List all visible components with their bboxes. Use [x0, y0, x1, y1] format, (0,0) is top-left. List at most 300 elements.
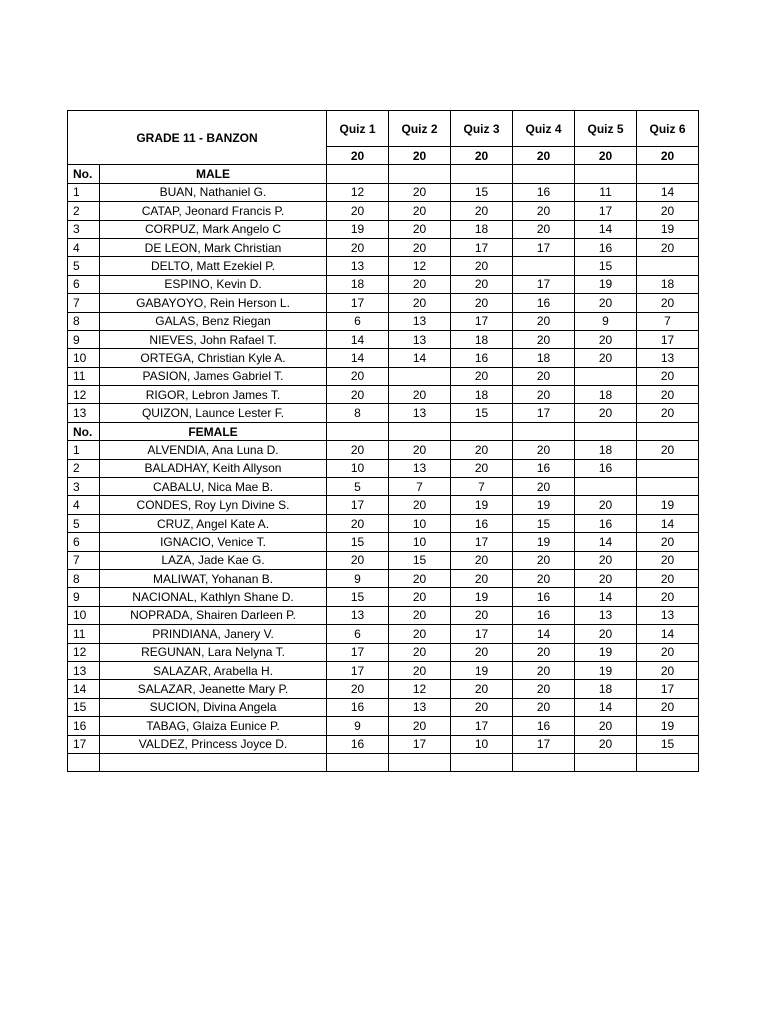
student-name: REGUNAN, Lara Nelyna T. [100, 643, 327, 661]
score-quiz-5: 11 [575, 183, 637, 201]
score-quiz-5: 20 [575, 330, 637, 348]
score-quiz-1: 16 [327, 735, 389, 753]
student-number: 12 [68, 643, 100, 661]
score-quiz-4: 20 [513, 441, 575, 459]
score-quiz-3: 20 [451, 606, 513, 624]
student-number: 3 [68, 478, 100, 496]
score-quiz-2: 20 [389, 625, 451, 643]
student-name: IGNACIO, Venice T. [100, 533, 327, 551]
score-quiz-3: 7 [451, 478, 513, 496]
section-name: MALE [100, 165, 327, 183]
score-quiz-5: 20 [575, 551, 637, 569]
score-quiz-1: 18 [327, 275, 389, 293]
score-quiz-4: 20 [513, 367, 575, 385]
score-quiz-6: 19 [637, 220, 699, 238]
score-quiz-5: 16 [575, 459, 637, 477]
score-quiz-2: 20 [389, 220, 451, 238]
score-quiz-5: 19 [575, 275, 637, 293]
table-row [68, 735, 699, 753]
max-score-5: 20 [575, 147, 637, 165]
student-number: 4 [68, 238, 100, 256]
score-quiz-4: 20 [513, 569, 575, 587]
score-quiz-1: 20 [327, 386, 389, 404]
empty-cell [637, 422, 699, 440]
student-name: CORPUZ, Mark Angelo C [100, 220, 327, 238]
table-row [68, 441, 699, 459]
score-quiz-1: 10 [327, 459, 389, 477]
score-quiz-6: 20 [637, 661, 699, 679]
score-quiz-3: 17 [451, 625, 513, 643]
score-quiz-5: 19 [575, 661, 637, 679]
score-quiz-5: 9 [575, 312, 637, 330]
student-number: 9 [68, 588, 100, 606]
score-quiz-3: 20 [451, 367, 513, 385]
score-quiz-5: 13 [575, 606, 637, 624]
score-quiz-4: 20 [513, 312, 575, 330]
score-quiz-1: 5 [327, 478, 389, 496]
score-quiz-3: 18 [451, 386, 513, 404]
empty-row [68, 753, 699, 771]
score-quiz-2: 13 [389, 698, 451, 716]
empty-cell [513, 753, 575, 771]
score-quiz-5: 18 [575, 386, 637, 404]
score-quiz-4: 16 [513, 183, 575, 201]
student-number: 8 [68, 569, 100, 587]
score-quiz-6: 20 [637, 294, 699, 312]
student-number: 10 [68, 349, 100, 367]
score-quiz-4: 19 [513, 496, 575, 514]
table-row [68, 606, 699, 624]
score-quiz-3: 20 [451, 459, 513, 477]
table-row [68, 717, 699, 735]
empty-cell [327, 753, 389, 771]
score-quiz-5: 20 [575, 404, 637, 422]
score-quiz-2: 7 [389, 478, 451, 496]
score-quiz-6: 20 [637, 551, 699, 569]
score-quiz-3: 17 [451, 238, 513, 256]
score-quiz-4: 20 [513, 386, 575, 404]
table-row [68, 661, 699, 679]
score-quiz-4: 20 [513, 698, 575, 716]
score-quiz-2: 20 [389, 183, 451, 201]
student-name: SALAZAR, Arabella H. [100, 661, 327, 679]
empty-cell [327, 422, 389, 440]
score-quiz-6: 13 [637, 349, 699, 367]
student-name: GALAS, Benz Riegan [100, 312, 327, 330]
student-name: BALADHAY, Keith Allyson [100, 459, 327, 477]
empty-cell [451, 753, 513, 771]
empty-cell [68, 753, 100, 771]
student-name: DE LEON, Mark Christian [100, 238, 327, 256]
score-quiz-6: 20 [637, 238, 699, 256]
student-name: PRINDIANA, Janery V. [100, 625, 327, 643]
score-quiz-6: 20 [637, 698, 699, 716]
score-quiz-5: 20 [575, 349, 637, 367]
student-name: LAZA, Jade Kae G. [100, 551, 327, 569]
section-name: FEMALE [100, 422, 327, 440]
score-quiz-3: 18 [451, 220, 513, 238]
score-quiz-2: 20 [389, 202, 451, 220]
grades-table [67, 110, 699, 772]
score-quiz-1: 17 [327, 496, 389, 514]
student-number: 16 [68, 717, 100, 735]
student-number: 17 [68, 735, 100, 753]
student-number: 3 [68, 220, 100, 238]
empty-cell [389, 753, 451, 771]
student-number: 5 [68, 257, 100, 275]
score-quiz-1: 6 [327, 312, 389, 330]
score-quiz-6: 20 [637, 569, 699, 587]
score-quiz-2 [389, 367, 451, 385]
score-quiz-4: 14 [513, 625, 575, 643]
score-quiz-6: 20 [637, 386, 699, 404]
score-quiz-5: 20 [575, 717, 637, 735]
student-number: 9 [68, 330, 100, 348]
score-quiz-5: 14 [575, 588, 637, 606]
score-quiz-2: 15 [389, 551, 451, 569]
student-number: 15 [68, 698, 100, 716]
student-name: GABAYOYO, Rein Herson L. [100, 294, 327, 312]
empty-cell [637, 165, 699, 183]
score-quiz-3: 20 [451, 698, 513, 716]
empty-cell [575, 753, 637, 771]
score-quiz-1: 9 [327, 717, 389, 735]
student-number: 1 [68, 183, 100, 201]
table-row [68, 588, 699, 606]
empty-cell [100, 753, 327, 771]
max-score-6: 20 [637, 147, 699, 165]
table-row [68, 680, 699, 698]
table-row [68, 220, 699, 238]
table-row [68, 367, 699, 385]
score-quiz-4: 16 [513, 606, 575, 624]
score-quiz-5: 14 [575, 533, 637, 551]
student-name: QUIZON, Launce Lester F. [100, 404, 327, 422]
score-quiz-1: 17 [327, 643, 389, 661]
student-name: CRUZ, Angel Kate A. [100, 514, 327, 532]
score-quiz-5: 16 [575, 514, 637, 532]
score-quiz-6: 14 [637, 514, 699, 532]
score-quiz-1: 20 [327, 441, 389, 459]
quiz-header-6: Quiz 6 [637, 111, 699, 147]
score-quiz-4: 20 [513, 220, 575, 238]
score-quiz-3: 20 [451, 551, 513, 569]
quiz-header-2: Quiz 2 [389, 111, 451, 147]
student-number: 6 [68, 533, 100, 551]
table-row [68, 386, 699, 404]
score-quiz-6: 20 [637, 202, 699, 220]
section-header-row [68, 422, 699, 440]
score-quiz-6: 20 [637, 404, 699, 422]
header-row-quizzes [68, 111, 699, 147]
student-number: 5 [68, 514, 100, 532]
table-row [68, 625, 699, 643]
student-number: 2 [68, 202, 100, 220]
score-quiz-2: 20 [389, 643, 451, 661]
score-quiz-6: 7 [637, 312, 699, 330]
student-number: 1 [68, 441, 100, 459]
score-quiz-3: 17 [451, 717, 513, 735]
score-quiz-3: 16 [451, 349, 513, 367]
score-quiz-3: 20 [451, 257, 513, 275]
score-quiz-4: 20 [513, 551, 575, 569]
score-quiz-1: 17 [327, 661, 389, 679]
score-quiz-6: 20 [637, 588, 699, 606]
score-quiz-6: 19 [637, 496, 699, 514]
score-quiz-6: 20 [637, 643, 699, 661]
score-quiz-4: 16 [513, 459, 575, 477]
table-row [68, 569, 699, 587]
score-quiz-2: 20 [389, 275, 451, 293]
score-quiz-5: 17 [575, 202, 637, 220]
score-quiz-4: 20 [513, 478, 575, 496]
table-row [68, 294, 699, 312]
score-quiz-2: 13 [389, 312, 451, 330]
student-name: CONDES, Roy Lyn Divine S. [100, 496, 327, 514]
score-quiz-1: 20 [327, 367, 389, 385]
table-row [68, 238, 699, 256]
score-quiz-1: 12 [327, 183, 389, 201]
score-quiz-2: 20 [389, 717, 451, 735]
quiz-header-5: Quiz 5 [575, 111, 637, 147]
table-row [68, 514, 699, 532]
student-name: BUAN, Nathaniel G. [100, 183, 327, 201]
score-quiz-4: 16 [513, 294, 575, 312]
score-quiz-5: 20 [575, 294, 637, 312]
max-score-4: 20 [513, 147, 575, 165]
student-number: 13 [68, 661, 100, 679]
score-quiz-5: 20 [575, 496, 637, 514]
score-quiz-5 [575, 367, 637, 385]
table-row [68, 202, 699, 220]
table-row [68, 643, 699, 661]
score-quiz-1: 20 [327, 238, 389, 256]
student-number: 6 [68, 275, 100, 293]
student-name: SALAZAR, Jeanette Mary P. [100, 680, 327, 698]
score-quiz-4: 18 [513, 349, 575, 367]
score-quiz-4: 16 [513, 717, 575, 735]
quiz-header-1: Quiz 1 [327, 111, 389, 147]
empty-cell [451, 422, 513, 440]
score-quiz-1: 20 [327, 202, 389, 220]
score-quiz-3: 10 [451, 735, 513, 753]
student-name: NOPRADA, Shairen Darleen P. [100, 606, 327, 624]
student-name: TABAG, Glaiza Eunice P. [100, 717, 327, 735]
score-quiz-4: 20 [513, 661, 575, 679]
student-number: 12 [68, 386, 100, 404]
score-quiz-6: 14 [637, 183, 699, 201]
empty-cell [389, 422, 451, 440]
score-quiz-3: 20 [451, 680, 513, 698]
score-quiz-3: 20 [451, 569, 513, 587]
score-quiz-6: 13 [637, 606, 699, 624]
student-name: ORTEGA, Christian Kyle A. [100, 349, 327, 367]
score-quiz-6 [637, 478, 699, 496]
max-score-1: 20 [327, 147, 389, 165]
score-quiz-3: 19 [451, 496, 513, 514]
section-no-label: No. [68, 422, 100, 440]
score-quiz-2: 14 [389, 349, 451, 367]
student-number: 8 [68, 312, 100, 330]
score-quiz-1: 9 [327, 569, 389, 587]
score-quiz-5 [575, 478, 637, 496]
score-quiz-3: 20 [451, 441, 513, 459]
score-quiz-2: 17 [389, 735, 451, 753]
score-quiz-6: 19 [637, 717, 699, 735]
score-quiz-5: 16 [575, 238, 637, 256]
student-number: 11 [68, 625, 100, 643]
score-quiz-1: 20 [327, 514, 389, 532]
student-number: 11 [68, 367, 100, 385]
student-name: NIEVES, John Rafael T. [100, 330, 327, 348]
score-quiz-6 [637, 257, 699, 275]
score-quiz-5: 20 [575, 735, 637, 753]
score-quiz-2: 20 [389, 569, 451, 587]
score-quiz-3: 20 [451, 643, 513, 661]
score-quiz-2: 13 [389, 459, 451, 477]
score-quiz-1: 15 [327, 588, 389, 606]
score-quiz-3: 20 [451, 294, 513, 312]
score-quiz-4: 20 [513, 680, 575, 698]
table-row [68, 183, 699, 201]
student-number: 7 [68, 294, 100, 312]
score-quiz-1: 17 [327, 294, 389, 312]
score-quiz-2: 20 [389, 238, 451, 256]
score-quiz-3: 19 [451, 588, 513, 606]
student-name: MALIWAT, Yohanan B. [100, 569, 327, 587]
score-quiz-5: 18 [575, 680, 637, 698]
student-number: 7 [68, 551, 100, 569]
empty-cell [389, 165, 451, 183]
score-quiz-6: 15 [637, 735, 699, 753]
score-quiz-6: 17 [637, 680, 699, 698]
score-quiz-3: 18 [451, 330, 513, 348]
score-quiz-3: 17 [451, 533, 513, 551]
score-quiz-1: 14 [327, 330, 389, 348]
student-name: CATAP, Jeonard Francis P. [100, 202, 327, 220]
score-quiz-2: 20 [389, 386, 451, 404]
score-quiz-2: 20 [389, 496, 451, 514]
score-quiz-1: 19 [327, 220, 389, 238]
score-quiz-4: 20 [513, 202, 575, 220]
score-quiz-1: 6 [327, 625, 389, 643]
empty-cell [513, 165, 575, 183]
quiz-header-3: Quiz 3 [451, 111, 513, 147]
score-quiz-2: 13 [389, 330, 451, 348]
score-quiz-3: 16 [451, 514, 513, 532]
score-quiz-1: 14 [327, 349, 389, 367]
max-score-3: 20 [451, 147, 513, 165]
empty-cell [451, 165, 513, 183]
score-quiz-6: 20 [637, 533, 699, 551]
student-name: RIGOR, Lebron James T. [100, 386, 327, 404]
score-quiz-1: 20 [327, 680, 389, 698]
score-quiz-6: 20 [637, 367, 699, 385]
score-quiz-1: 15 [327, 533, 389, 551]
score-quiz-5: 14 [575, 220, 637, 238]
score-quiz-4: 16 [513, 588, 575, 606]
score-quiz-1: 13 [327, 606, 389, 624]
score-quiz-4: 20 [513, 643, 575, 661]
score-quiz-6: 17 [637, 330, 699, 348]
score-quiz-5: 19 [575, 643, 637, 661]
score-quiz-3: 19 [451, 661, 513, 679]
score-quiz-1: 13 [327, 257, 389, 275]
student-name: PASION, James Gabriel T. [100, 367, 327, 385]
score-quiz-2: 10 [389, 533, 451, 551]
score-quiz-2: 12 [389, 257, 451, 275]
table-row [68, 275, 699, 293]
score-quiz-4: 17 [513, 275, 575, 293]
student-name: ESPINO, Kevin D. [100, 275, 327, 293]
table-row [68, 404, 699, 422]
empty-cell [575, 165, 637, 183]
sheet-title: GRADE 11 - BANZON [68, 111, 327, 165]
score-quiz-1: 8 [327, 404, 389, 422]
score-quiz-1: 20 [327, 551, 389, 569]
score-quiz-2: 20 [389, 294, 451, 312]
student-name: SUCION, Divina Angela [100, 698, 327, 716]
student-number: 2 [68, 459, 100, 477]
score-quiz-3: 15 [451, 183, 513, 201]
score-quiz-6 [637, 459, 699, 477]
score-quiz-5: 15 [575, 257, 637, 275]
student-name: DELTO, Matt Ezekiel P. [100, 257, 327, 275]
score-quiz-1: 16 [327, 698, 389, 716]
grade-sheet [67, 110, 699, 772]
student-number: 4 [68, 496, 100, 514]
score-quiz-5: 20 [575, 625, 637, 643]
grades-table-body [68, 111, 699, 772]
score-quiz-3: 20 [451, 275, 513, 293]
score-quiz-4 [513, 257, 575, 275]
table-row [68, 533, 699, 551]
section-no-label: No. [68, 165, 100, 183]
score-quiz-6: 14 [637, 625, 699, 643]
score-quiz-4: 20 [513, 330, 575, 348]
score-quiz-4: 17 [513, 238, 575, 256]
student-number: 13 [68, 404, 100, 422]
student-name: NACIONAL, Kathlyn Shane D. [100, 588, 327, 606]
score-quiz-2: 20 [389, 606, 451, 624]
score-quiz-3: 20 [451, 202, 513, 220]
student-number: 10 [68, 606, 100, 624]
empty-cell [513, 422, 575, 440]
score-quiz-2: 20 [389, 441, 451, 459]
score-quiz-2: 20 [389, 661, 451, 679]
table-row [68, 312, 699, 330]
student-name: CABALU, Nica Mae B. [100, 478, 327, 496]
score-quiz-2: 20 [389, 588, 451, 606]
score-quiz-5: 20 [575, 569, 637, 587]
score-quiz-4: 15 [513, 514, 575, 532]
table-row [68, 257, 699, 275]
table-row [68, 330, 699, 348]
table-row [68, 551, 699, 569]
empty-cell [327, 165, 389, 183]
section-header-row [68, 165, 699, 183]
score-quiz-3: 15 [451, 404, 513, 422]
score-quiz-5: 14 [575, 698, 637, 716]
score-quiz-5: 18 [575, 441, 637, 459]
score-quiz-2: 10 [389, 514, 451, 532]
table-row [68, 459, 699, 477]
table-row [68, 698, 699, 716]
score-quiz-2: 12 [389, 680, 451, 698]
empty-cell [575, 422, 637, 440]
score-quiz-6: 20 [637, 441, 699, 459]
quiz-header-4: Quiz 4 [513, 111, 575, 147]
